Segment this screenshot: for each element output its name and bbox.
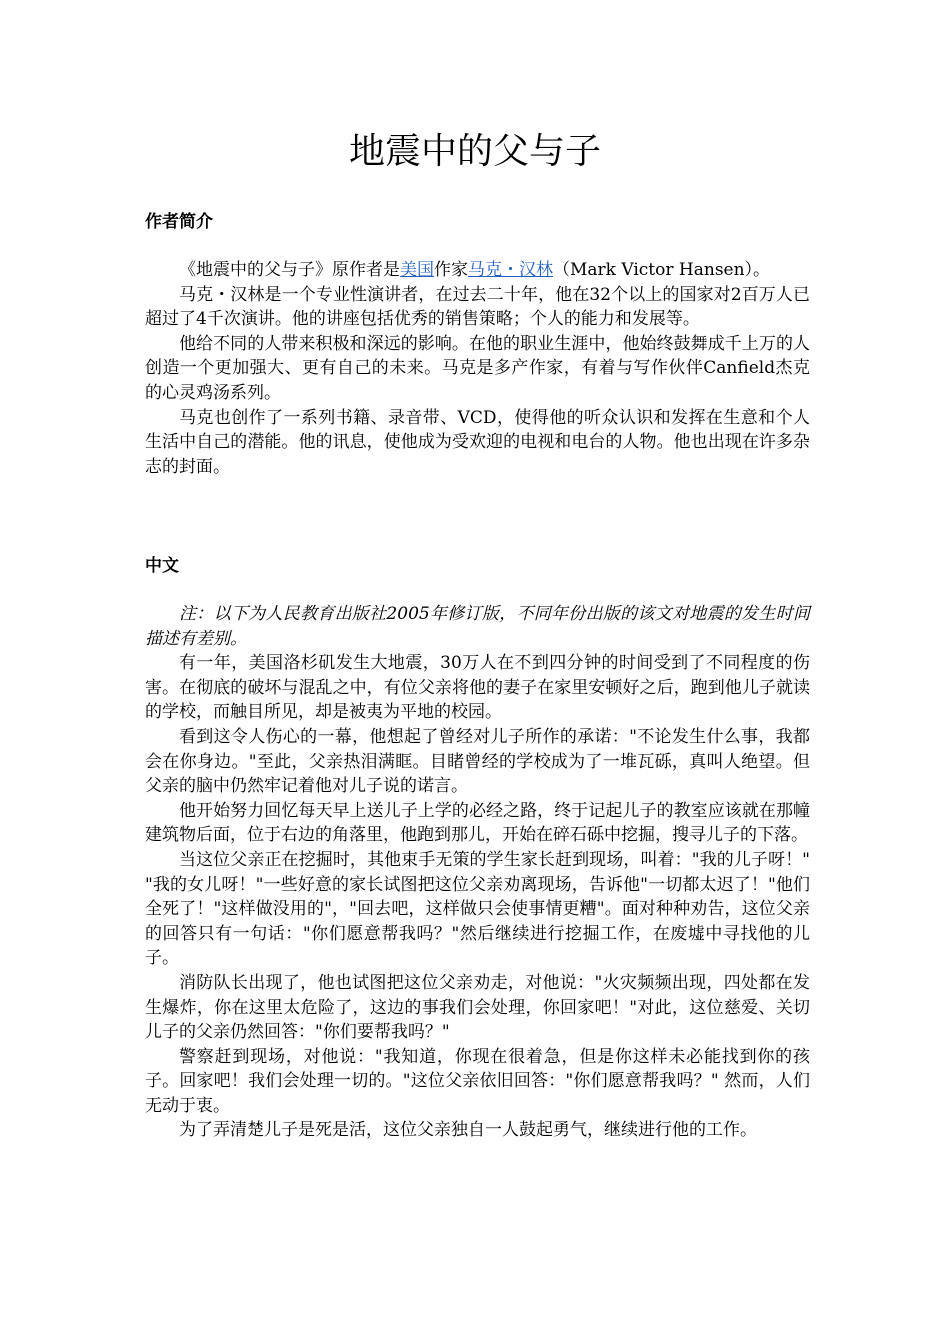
- author-section-body: [145, 258, 810, 479]
- story-paragraph: 警察赶到现场，对他说："我知道，你现在很着急，但是你这样未必能找到你的孩子。回家吧！我们会处理一切的。"这位父亲依旧回答："你们愿意帮我吗？" 然而，人们无动于衷。: [145, 1046, 810, 1116]
- author-link[interactable]: 马克・汉林: [468, 260, 553, 280]
- story-paragraph: 有一年，美国洛杉矶发生大地震，30万人在不到四分钟的时间受到了不同程度的伤害。在彻底的破坏与混乱之中，有位父亲将他的妻子在家里安顿好之后，跑到他儿子就读的学校，而触目所见，却是被夷为平地的校园。: [145, 653, 810, 723]
- edition-note: 注：以下为人民教育出版社2005年修订版，不同年份出版的该文对地震的发生时间描述有差别。: [145, 604, 810, 649]
- author-paragraph: 他给不同的人带来积极和深远的影响。在他的职业生涯中，他始终鼓舞成千上万的人创造一个更加强大、更有自己的未来。马克是多产作家，有着与写作伙伴Canfield杰克的心灵鸡汤系列。: [145, 333, 810, 403]
- story-paragraph: 看到这令人伤心的一幕，他想起了曾经对儿子所作的承诺："不论发生什么事，我都会在你身边。"至此，父亲热泪满眶。目睹曾经的学校成为了一堆瓦砾，真叫人绝望。但父亲的脑中仍然牢记着他对儿子说的诺言。: [145, 726, 810, 797]
- story-paragraph: 为了弄清楚儿子是死是活，这位父亲独自一人鼓起勇气，继续进行他的工作。: [179, 1120, 757, 1141]
- story-paragraph: 消防队长出现了，他也试图把这位父亲劝走，对他说："火灾频频出现，四处都在发生爆炸，你在这里太危险了，这边的事我们会处理，你回家吧！"对此，这位慈爱、关切儿子的父亲仍然回答："你们要帮我吗？": [145, 972, 810, 1043]
- author-intro-paragraph: [145, 258, 810, 283]
- intro-prefix: 《地震中的父与子》原作者是: [179, 260, 400, 280]
- page-title: 地震中的父与子: [348, 131, 601, 172]
- story-paragraph: 当这位父亲正在挖掘时，其他束手无策的学生家长赶到现场，叫着："我的儿子呀！" "我的女儿呀！"一些好意的家长试图把这位父亲劝离现场，告诉他"一切都太迟了！"他们全死了！"这样做没用的"，"回去吧，这样做只会使事情更糟"。面对种种劝告，这位父亲的回答只有一句话："你们愿意帮我吗？"然后继续进行挖掘工作，在废墟中寻找他的儿子。: [145, 849, 810, 969]
- intro-middle: 作家: [434, 260, 468, 280]
- chinese-section-body: [145, 602, 810, 1143]
- chinese-section-heading: 中文: [145, 556, 179, 576]
- intro-suffix: （Mark Victor Hansen）。: [553, 260, 771, 280]
- author-section-heading: 作者简介: [145, 212, 213, 232]
- author-paragraph: 马克・汉林是一个专业性演讲者，在过去二十年，他在32个以上的国家对2百万人已超过了4千次演讲。他的讲座包括优秀的销售策略；个人的能力和发展等。: [145, 284, 810, 330]
- country-link[interactable]: 美国: [400, 260, 434, 280]
- author-paragraph: 马克也创作了一系列书籍、录音带、VCD，使得他的听众认识和发挥在生意和个人生活中自己的潜能。他的讯息，使他成为受欢迎的电视和电台的人物。他也出现在许多杂志的封面。: [145, 407, 810, 477]
- story-paragraph: 他开始努力回忆每天早上送儿子上学的必经之路，终于记起儿子的教室应该就在那幢建筑物后面，位于右边的角落里，他跑到那儿，开始在碎石砾中挖掘，搜寻儿子的下落。: [145, 800, 810, 846]
